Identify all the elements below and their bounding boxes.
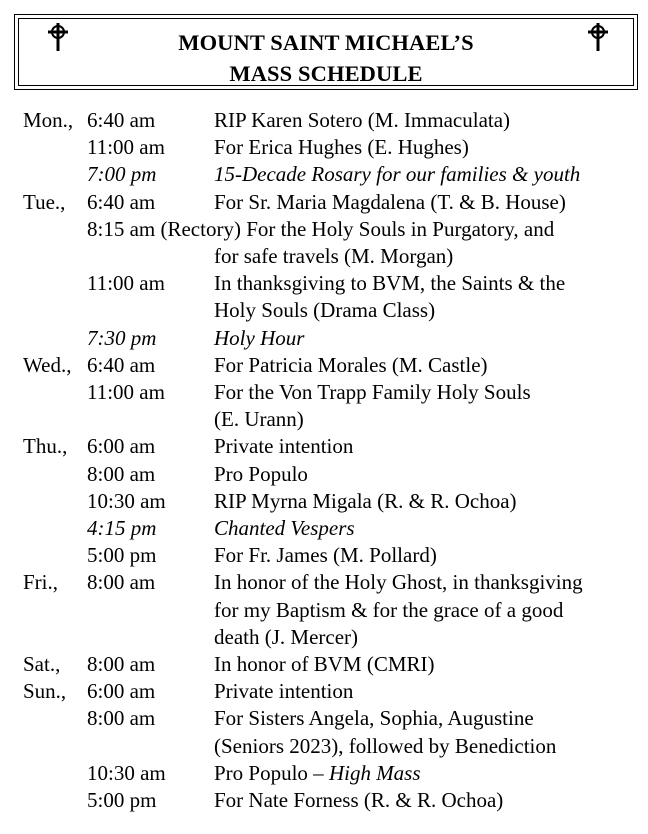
intention-text: For Erica Hughes (E. Hughes)	[214, 135, 469, 160]
mass-intention	[214, 270, 565, 297]
mass-intention	[214, 433, 353, 460]
intention-text: For Fr. James (M. Pollard)	[214, 543, 437, 568]
intention-text: 15-Decade Rosary for our families & youth	[214, 162, 581, 187]
day-label: Thu.,	[23, 434, 68, 459]
day-label: Sun.,	[23, 679, 67, 704]
mass-intention	[214, 705, 534, 732]
mass-intention	[214, 189, 566, 216]
intention-text: Pro Populo	[214, 461, 308, 486]
mass-intention	[214, 597, 563, 624]
day-label: Wed.,	[23, 352, 72, 377]
mass-time: 11:00 am	[87, 380, 165, 404]
intention-text: For Sisters Angela, Sophia, Augustine	[214, 706, 534, 731]
mass-time: 7:30 pm	[87, 325, 157, 350]
intention-text: RIP Karen Sotero (M. Immaculata)	[214, 108, 511, 132]
mass-time: 6:00 am	[87, 679, 156, 704]
mass-time: 10:30 am	[87, 760, 166, 785]
mass-time: 8:00 am	[87, 706, 156, 731]
mass-time: 5:00 pm	[87, 788, 157, 812]
mass-intention	[214, 733, 556, 760]
intention-text: for my Baptism & for the grace of a good	[214, 597, 564, 622]
title-line-2: MASS SCHEDULE	[229, 61, 423, 86]
intention-text: (Seniors 2023), followed by Benediction	[214, 733, 557, 758]
mass-time: 8:00 am	[87, 461, 156, 486]
intention-text: In honor of the Holy Ghost, in thanksgiving	[214, 570, 583, 595]
title-line-1: MOUNT SAINT MICHAEL’S	[178, 30, 474, 55]
day-label: Tue.,	[23, 189, 66, 214]
mass-time: 11:00 am	[87, 135, 165, 160]
mass-intention	[214, 569, 583, 596]
intention-text: Private intention	[214, 679, 354, 704]
mass-intention	[214, 461, 308, 488]
intention-text: for safe travels (M. Morgan)	[214, 244, 454, 268]
mass-intention	[214, 297, 435, 324]
mass-intention	[214, 379, 531, 406]
mass-time: 6:40 am	[87, 189, 156, 214]
intention-text: For Nate Forness (R. & R. Ochoa)	[214, 788, 504, 812]
intention-text: death (J. Mercer)	[214, 624, 359, 649]
mass-intention	[214, 542, 437, 569]
intention-text: (E. Urann)	[214, 407, 304, 432]
mass-intention	[214, 624, 358, 651]
mass-time: 10:30 am	[87, 488, 166, 513]
mass-intention	[214, 488, 517, 515]
intention-text: Private intention	[214, 434, 354, 459]
intention-text: For the Von Trapp Family Holy Souls	[214, 380, 531, 404]
day-label: Mon.,	[23, 108, 74, 132]
intention-text: Holy Souls (Drama Class)	[214, 298, 436, 323]
intention-text: For Sr. Maria Magdalena (T. & B. House)	[214, 189, 566, 214]
mass-intention	[214, 243, 453, 270]
mass-intention	[214, 406, 304, 433]
intention-text: Chanted Vespers	[214, 516, 355, 540]
mass-intention	[214, 161, 580, 188]
mass-intention	[214, 515, 355, 542]
mass-time: 6:40 am	[87, 108, 156, 132]
mass-intention	[214, 107, 510, 134]
intention-text: RIP Myrna Migala (R. & R. Ochoa)	[214, 488, 517, 513]
mass-time: 8:00 am	[87, 570, 156, 595]
mass-intention	[214, 134, 469, 161]
mass-intention	[214, 787, 503, 814]
mass-time: 8:00 am	[87, 652, 156, 676]
mass-intention	[214, 760, 421, 787]
mass-time: 5:00 pm	[87, 543, 157, 568]
intention-text: In thanksgiving to BVM, the Saints & the	[214, 271, 566, 296]
day-label: Sat.,	[23, 652, 61, 676]
mass-time: 11:00 am	[87, 271, 165, 296]
day-label: Fri.,	[23, 570, 59, 595]
mass-time: 4:15 pm	[87, 516, 157, 540]
mass-time: 8:15 am (Rectory) For the Holy Souls in Purgatory, and	[87, 216, 555, 241]
mass-time: 6:00 am	[87, 434, 156, 459]
intention-text: For Patricia Morales (M. Castle)	[214, 352, 488, 377]
intention-text: Pro Populo –	[214, 760, 329, 785]
mass-time: 7:00 pm	[87, 162, 157, 187]
intention-text: Holy Hour	[214, 325, 305, 350]
mass-intention	[214, 651, 435, 678]
mass-intention	[214, 325, 304, 352]
intention-text: In honor of BVM (CMRI)	[214, 652, 435, 676]
mass-time: 6:40 am	[87, 352, 156, 377]
mass-intention	[214, 352, 488, 379]
intention-italic-suffix: High Mass	[328, 760, 421, 785]
mass-intention	[214, 678, 353, 705]
